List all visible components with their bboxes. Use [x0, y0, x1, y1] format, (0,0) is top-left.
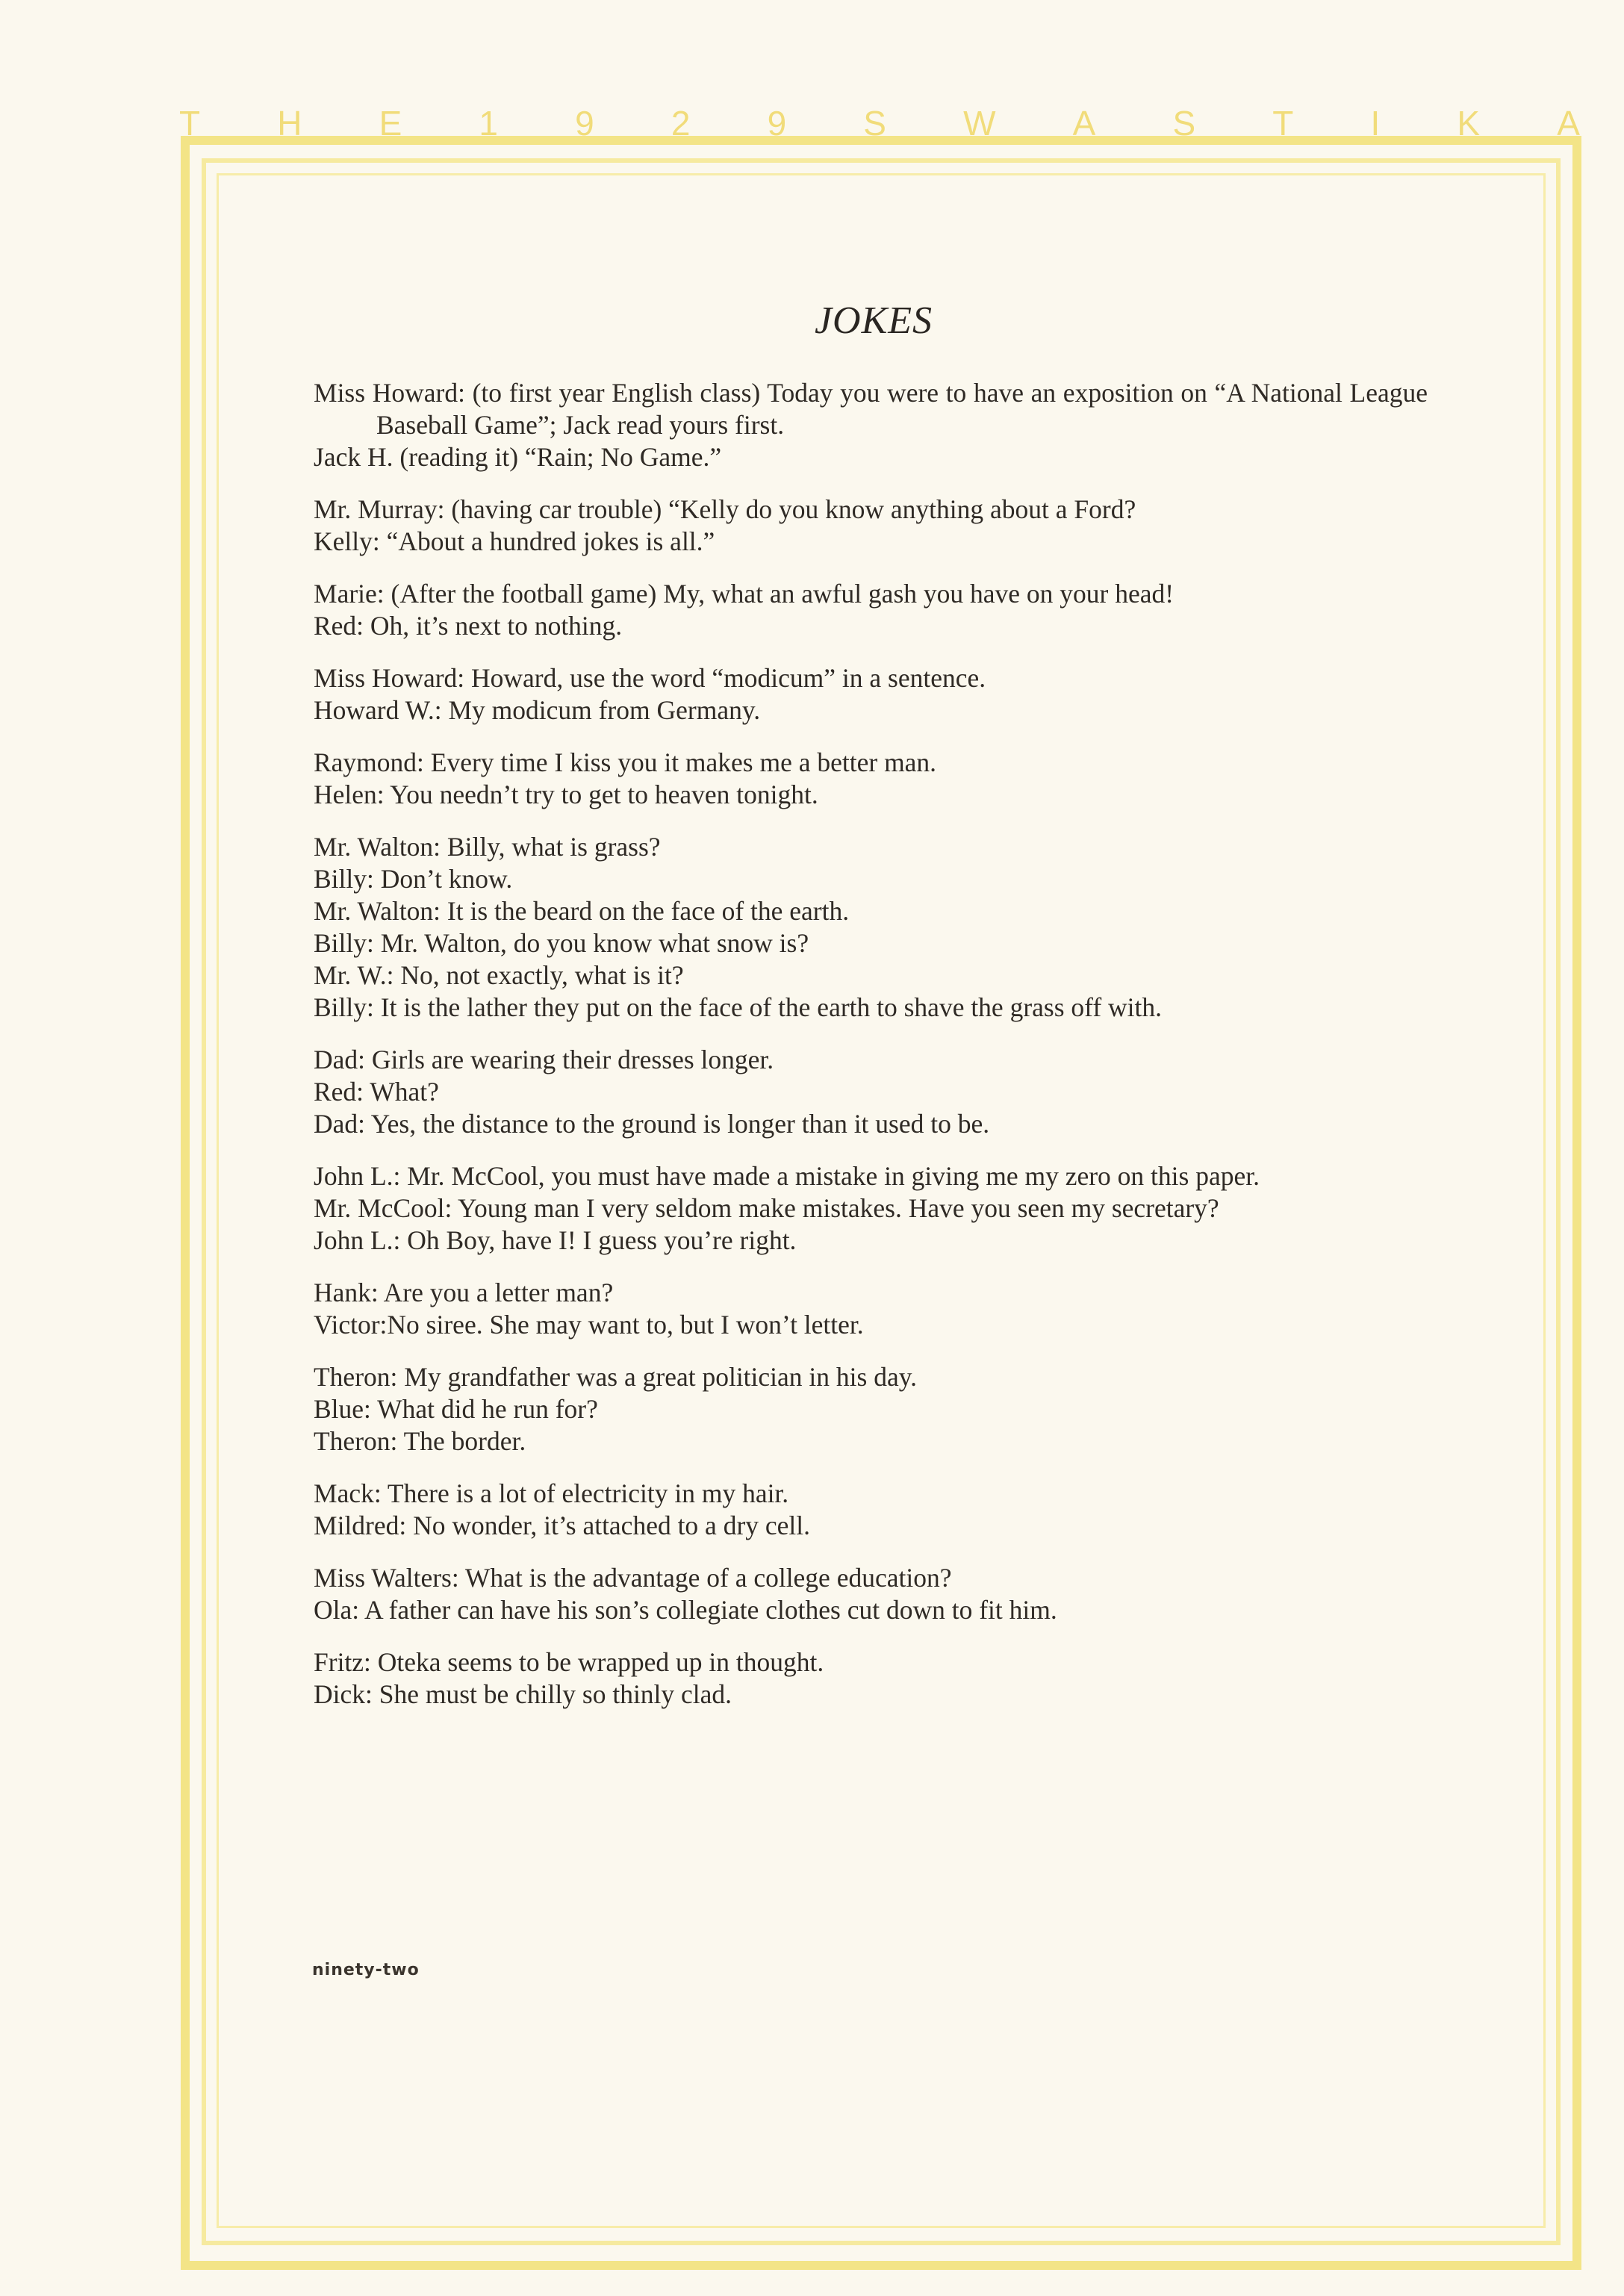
- banner-letter: I: [1370, 104, 1384, 143]
- joke-entry: [314, 1160, 1428, 1257]
- joke-line: Billy: It is the lather they put on the face of the earth to shave the grass off with.: [314, 992, 1163, 1022]
- joke-line: Blue: What did he run for?: [314, 1394, 598, 1424]
- joke-line: Dick: She must be chilly so thinly clad.: [314, 1679, 732, 1709]
- banner-letter: 2: [671, 104, 694, 143]
- banner-letter: K: [1457, 104, 1484, 143]
- joke-line: Miss Howard: Howard, use the word “modicum” in a sentence.: [314, 663, 986, 693]
- joke-line: Dad: Girls are wearing their dresses longer.: [314, 1045, 774, 1074]
- banner-letter: T: [1272, 104, 1297, 143]
- joke-entry: [314, 377, 1428, 473]
- banner-letter: S: [863, 104, 889, 143]
- joke-line: Marie: (After the football game) My, what an awful gash you have on your head!: [314, 579, 1175, 609]
- joke-line: Victor:No siree. She may want to, but I won’t letter.: [314, 1310, 864, 1340]
- joke-line: Kelly: “About a hundred jokes is all.”: [314, 526, 715, 556]
- joke-line: Howard W.: My modicum from Germany.: [314, 695, 761, 725]
- banner-letter: T: [179, 104, 204, 143]
- banner-letter: 9: [767, 104, 790, 143]
- joke-line: Mr. Walton: It is the beard on the face of the earth.: [314, 896, 850, 926]
- joke-entry: [314, 747, 1428, 811]
- joke-entry: [314, 1562, 1428, 1626]
- joke-entry: [314, 494, 1428, 558]
- banner-letter: 1: [479, 104, 501, 143]
- joke-line: Theron: The border.: [314, 1426, 526, 1456]
- joke-line: John L.: Oh Boy, have I! I guess you’re right.: [314, 1225, 797, 1255]
- joke-line: Mr. McCool: Young man I very seldom make mistakes. Have you seen my secretary?: [314, 1193, 1219, 1223]
- joke-line: Helen: You needn’t try to get to heaven tonight.: [314, 780, 818, 809]
- joke-line: Theron: My grandfather was a great politician in his day.: [314, 1362, 918, 1392]
- joke-entry: [314, 1044, 1428, 1140]
- joke-line: Raymond: Every time I kiss you it makes me a better man.: [314, 747, 937, 777]
- banner-letter: E: [379, 104, 405, 143]
- banner-letter: W: [963, 104, 999, 143]
- banner-letter: A: [1072, 104, 1099, 143]
- joke-line: Red: What?: [314, 1077, 439, 1107]
- joke-line: Miss Walters: What is the advantage of a college education?: [314, 1563, 952, 1593]
- joke-entry: [314, 1646, 1428, 1711]
- joke-entry: [314, 831, 1428, 1024]
- joke-line: Mr. Walton: Billy, what is grass?: [314, 832, 661, 862]
- joke-line: Jack H. (reading it) “Rain; No Game.”: [314, 442, 722, 472]
- joke-line: Billy: Don’t know.: [314, 864, 513, 894]
- page-title: JOKES: [814, 299, 933, 342]
- joke-entry: [314, 1478, 1428, 1542]
- joke-line: Dad: Yes, the distance to the ground is longer than it used to be.: [314, 1109, 990, 1139]
- joke-line: Fritz: Oteka seems to be wrapped up in thought.: [314, 1647, 824, 1677]
- joke-line: Red: Oh, it’s next to nothing.: [314, 611, 623, 641]
- banner-letter: H: [277, 104, 305, 143]
- joke-entry: [314, 662, 1428, 727]
- joke-line: Billy: Mr. Walton, do you know what snow is?: [314, 928, 809, 958]
- joke-line: Ola: A father can have his son’s collegiate clothes cut down to fit him.: [314, 1595, 1057, 1625]
- joke-line: Hank: Are you a letter man?: [314, 1278, 614, 1307]
- joke-line: Miss Howard: (to first year English class) Today you were to have an exposition on “A National League Baseball Game”; Jack read yours first.: [314, 378, 1428, 440]
- joke-line: John L.: Mr. McCool, you must have made a mistake in giving me my zero on this paper.: [314, 1161, 1260, 1191]
- joke-entry: [314, 1361, 1428, 1457]
- banner-letter: A: [1557, 104, 1583, 143]
- banner-letter: 9: [575, 104, 597, 143]
- joke-line: Mildred: No wonder, it’s attached to a dry cell.: [314, 1511, 811, 1540]
- page-number: ninety-two: [312, 1961, 420, 1979]
- joke-line: Mr. Murray: (having car trouble) “Kelly do you know anything about a Ford?: [314, 494, 1136, 524]
- banner-letter: S: [1172, 104, 1199, 143]
- jokes-body: [314, 377, 1428, 1731]
- joke-line: Mr. W.: No, not exactly, what is it?: [314, 960, 684, 990]
- joke-entry: [314, 1277, 1428, 1341]
- joke-entry: [314, 578, 1428, 642]
- joke-line: Mack: There is a lot of electricity in my hair.: [314, 1478, 789, 1508]
